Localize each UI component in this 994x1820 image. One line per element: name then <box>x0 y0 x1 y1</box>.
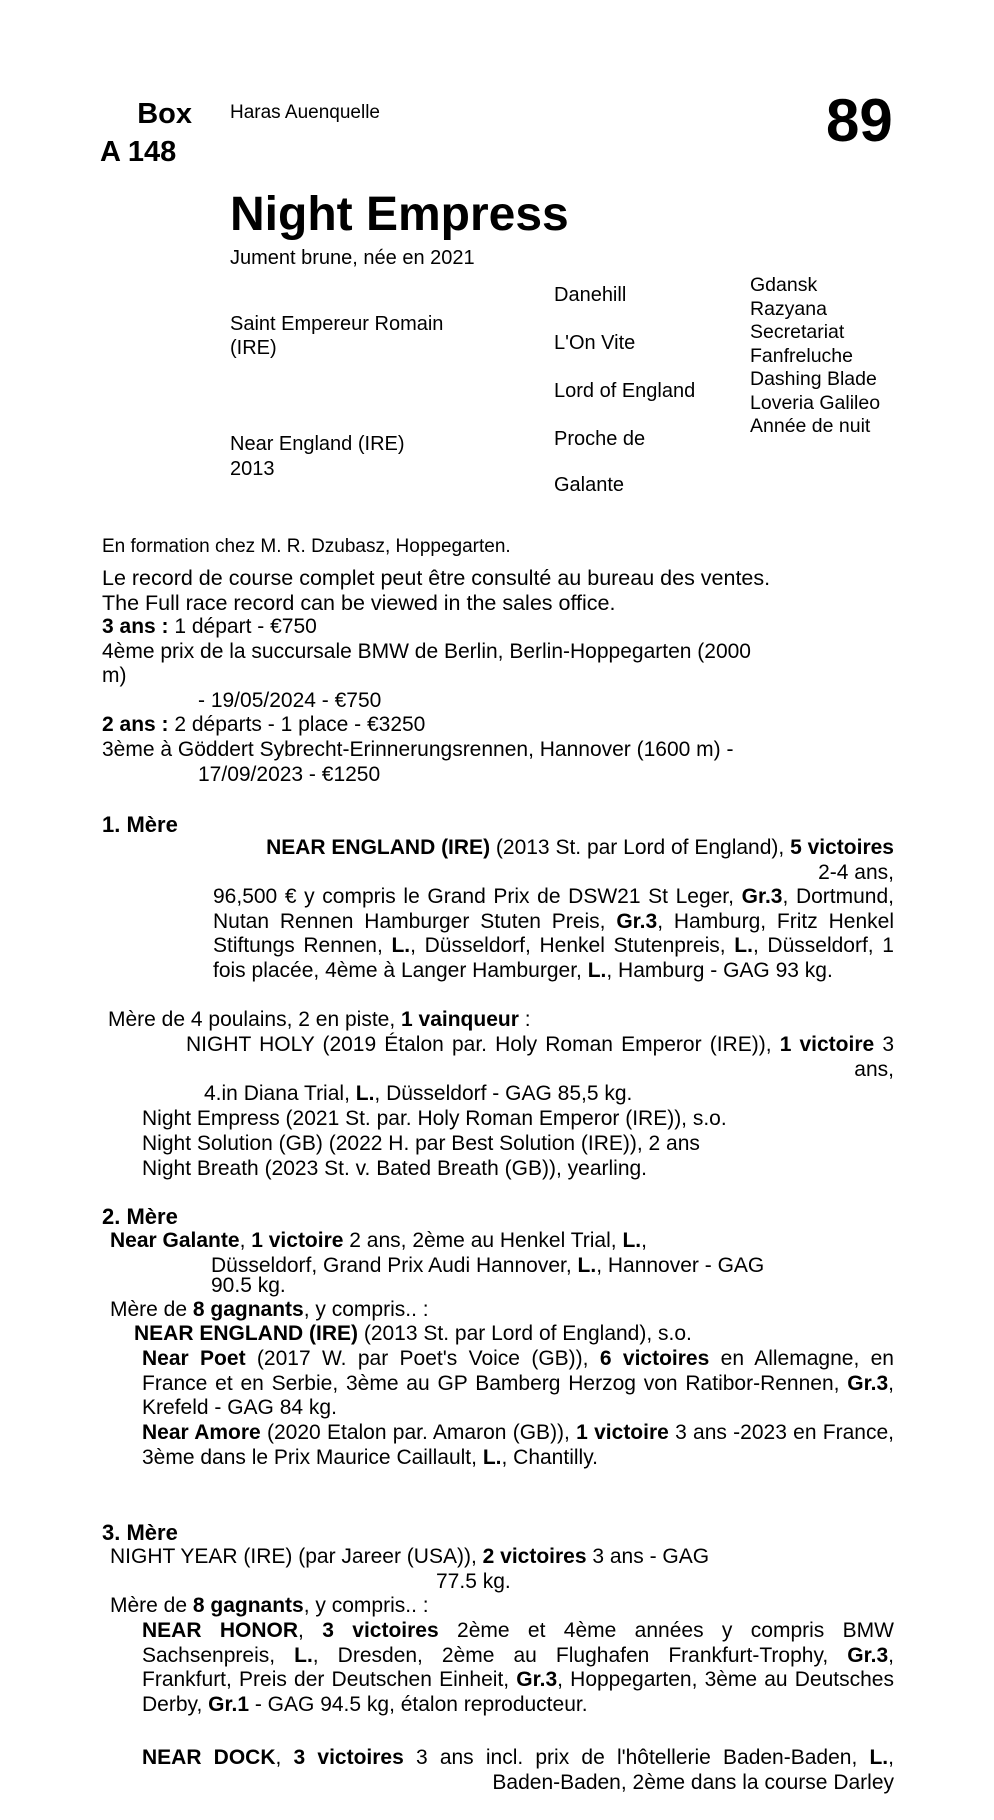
listed-badge: L. <box>587 958 607 982</box>
pedigree-gen3-item: Razyana <box>750 298 827 320</box>
dam-entry <box>110 1545 709 1569</box>
first-dam-entry <box>108 836 894 861</box>
listed-badge: L. <box>482 1445 502 1469</box>
dam-rating: 90.5 kg. <box>211 1274 286 1297</box>
text: , Dresden, 2ème au Flughafen Frankfurt-Trophy, <box>312 1643 848 1667</box>
pedigree-gen3-item: Dashing Blade <box>750 368 877 390</box>
offspring-name: NEAR HONOR <box>142 1619 299 1642</box>
dam-year: 2013 <box>230 458 275 480</box>
text: , y compris.. : <box>303 1594 429 1617</box>
text: , Düsseldorf, 1 fois placée, 4ème à Langer Hamburger, <box>213 934 894 982</box>
race-line: 3ème à Göddert Sybrecht-Erinnerungsrennen, Hannover (1600 m) - <box>102 738 734 761</box>
pedigree-gen3-item: Fanfreluche <box>750 345 853 367</box>
offspring-name: NEAR DOCK <box>142 1746 276 1769</box>
text: : <box>518 1008 531 1031</box>
wins: 1 victoire <box>576 1421 669 1444</box>
text: NIGHT HOLY (2019 Étalon par. Holy Roman Emperor (IRE)), <box>186 1033 780 1056</box>
produce-item: Night Empress (2021 St. par. Holy Roman Emperor (IRE)), s.o. <box>142 1107 727 1130</box>
race-line: m) <box>102 664 127 687</box>
produce-item <box>186 1033 894 1082</box>
text: 4.in Diana Trial, <box>204 1082 356 1105</box>
text: Mère de 4 poulains, 2 en piste, <box>108 1008 402 1031</box>
section-heading: 2. Mère <box>102 1204 178 1229</box>
winner-count: 8 gagnants <box>192 1594 304 1617</box>
text: 2ème et 4ème années y compris BMW Sachsenpreis, <box>142 1619 894 1667</box>
listed-badge: L. <box>294 1643 313 1667</box>
pedigree-gen2-item: Proche de <box>554 428 646 450</box>
season-3yo-summary: 1 départ - €750 <box>168 615 317 638</box>
text: , Krefeld - GAG 84 kg. <box>142 1371 894 1420</box>
text: , Düsseldorf - GAG 85,5 kg. <box>374 1082 633 1105</box>
dam-name: NEAR ENGLAND (IRE) <box>266 836 491 859</box>
sire-name: Saint Empereur Romain <box>230 313 444 335</box>
listed-badge: L. <box>577 1254 597 1277</box>
text: 3 ans -2023 en France, 3ème dans le Prix Maurice Caillault, <box>142 1421 894 1469</box>
text: 3 ans - GAG <box>586 1545 710 1568</box>
produce-item <box>142 1347 894 1421</box>
text: - GAG 94.5 kg, étalon reproducteur. <box>249 1692 588 1716</box>
dam-entry-cont <box>211 1254 764 1278</box>
listed-badge: L. <box>869 1746 889 1769</box>
winner-count: 8 gagnants <box>192 1298 304 1321</box>
dam-record <box>213 885 894 983</box>
dam-pedigree: (2013 St. par Lord of England), <box>490 836 791 859</box>
offspring-name: Near Poet <box>142 1347 246 1370</box>
season-2yo-summary: 2 départs - 1 place - €3250 <box>168 713 426 736</box>
trainer-note: En formation chez M. R. Dzubasz, Hoppegarten. <box>102 536 511 557</box>
pedigree-gen3-item: Secretariat <box>750 321 845 343</box>
horse-name: Night Empress <box>230 188 569 241</box>
dam-ages: 2-4 ans, <box>818 861 894 884</box>
text: , Hannover - GAG <box>596 1254 765 1277</box>
race-line: 17/09/2023 - €1250 <box>198 763 381 786</box>
produce-item <box>142 1421 894 1470</box>
text: Mère de <box>110 1298 193 1321</box>
season-3yo-label: 3 ans : <box>102 615 169 638</box>
produce-summary <box>110 1594 429 1618</box>
text: (2020 Etalon par. Amaron (GB)), <box>260 1421 577 1444</box>
text: , <box>298 1619 323 1642</box>
text: Düsseldorf, Grand Prix Audi Hannover, <box>211 1254 578 1277</box>
produce-item: Night Breath (2023 St. v. Bated Breath (GB)), yearling. <box>142 1157 648 1180</box>
pedigree-gen2-item: L'On Vite <box>554 332 636 354</box>
season-3yo <box>102 615 317 639</box>
box-label: Box <box>137 98 192 130</box>
offspring-name: Near Amore <box>142 1421 261 1444</box>
produce-item: Night Solution (GB) (2022 H. par Best Solution (IRE)), 2 ans <box>142 1132 700 1155</box>
text: , Hoppegarten, 3ème au Deutsches Derby, <box>142 1668 894 1716</box>
season-2yo <box>102 713 425 737</box>
pedigree-gen2-item: Lord of England <box>554 380 696 402</box>
pedigree-gen3-item: Loveria Galileo <box>750 392 881 414</box>
produce-item <box>142 1619 894 1717</box>
listed-badge: L. <box>355 1082 375 1105</box>
text: 96,500 € y compris le Grand Prix de DSW21 St Leger, <box>213 885 742 908</box>
dam-entry <box>110 1229 647 1253</box>
group-badge: Gr.3 <box>741 885 783 908</box>
pedigree-gen3-item: Gdansk <box>750 274 818 296</box>
dam-wins: 1 victoire <box>251 1229 344 1252</box>
dam-rating: 77.5 kg. <box>436 1570 511 1593</box>
group-badge: Gr.3 <box>847 1643 889 1667</box>
produce-item <box>134 1322 692 1346</box>
wins: 3 victoires <box>293 1746 404 1769</box>
offspring-name: NEAR ENGLAND (IRE) <box>134 1322 358 1345</box>
text: , <box>641 1229 647 1252</box>
group-badge: Gr.3 <box>516 1668 558 1692</box>
dam-name: Near Galante <box>110 1229 240 1252</box>
section-heading: 3. Mère <box>102 1520 178 1545</box>
office-note-en: The Full race record can be viewed in the sales office. <box>102 591 616 615</box>
season-2yo-label: 2 ans : <box>102 713 169 736</box>
pedigree-gen2-item: Galante <box>554 474 625 496</box>
winner-count: 1 vainqueur <box>401 1008 519 1031</box>
listed-badge: L. <box>391 934 411 958</box>
text: , Baden-Baden, 2ème dans la course Darley <box>492 1746 894 1794</box>
group-badge: Gr.1 <box>208 1692 250 1716</box>
group-badge: Gr.3 <box>847 1371 889 1395</box>
wins: 1 victoire <box>779 1033 875 1056</box>
section-heading: 1. Mère <box>102 812 178 837</box>
text: , <box>275 1746 294 1769</box>
dam-name: NIGHT YEAR (IRE) (par Jareer (USA)), <box>110 1545 483 1568</box>
listed-badge: L. <box>734 934 753 958</box>
produce-item-detail <box>204 1082 632 1106</box>
race-line: 4ème prix de la succursale BMW de Berlin, Berlin-Hoppegarten (2000 <box>102 640 751 663</box>
pedigree-gen3-item: Année de nuit <box>750 415 871 437</box>
text: , Dortmund, Nutan Rennen Hamburger Stuten Preis, <box>213 885 894 933</box>
produce-item <box>142 1746 894 1795</box>
text: 3 ans incl. prix de l'hôtellerie Baden-Baden, <box>403 1746 870 1769</box>
lot-number: 89 <box>826 87 893 154</box>
text: , Chantilly. <box>501 1445 598 1469</box>
race-line: - 19/05/2024 - €750 <box>198 689 382 712</box>
pedigree-gen2-item: Danehill <box>554 284 627 306</box>
text: , y compris.. : <box>303 1298 429 1321</box>
dam-wins: 5 victoires <box>790 836 894 859</box>
text: 3 ans, <box>854 1033 895 1081</box>
text: , Hamburg, Fritz Henkel Stiftungs Rennen, <box>213 909 894 958</box>
text: , Hamburg - GAG 93 kg. <box>606 958 833 982</box>
box-number: A 148 <box>100 136 177 168</box>
wins: 6 victoires <box>599 1347 710 1370</box>
text: 2 ans, 2ème au Henkel Trial, <box>343 1229 623 1252</box>
produce-summary <box>108 1008 531 1032</box>
sire-origin: (IRE) <box>230 337 277 359</box>
consignor: Haras Auenquelle <box>230 102 380 123</box>
dam-wins: 2 victoires <box>482 1545 587 1568</box>
produce-summary <box>110 1298 429 1322</box>
text: (2013 St. par Lord of England), s.o. <box>358 1322 692 1345</box>
text: Mère de <box>110 1594 193 1617</box>
text: , <box>239 1229 252 1252</box>
office-note-fr: Le record de course complet peut être consulté au bureau des ventes. <box>102 566 771 590</box>
wins: 3 victoires <box>322 1619 439 1642</box>
listed-badge: L. <box>622 1229 642 1252</box>
group-badge: Gr.3 <box>616 909 658 933</box>
text: (2017 W. par Poet's Voice (GB)), <box>245 1347 600 1370</box>
text: , Frankfurt, Preis der Deutschen Einheit, <box>142 1643 894 1692</box>
text: en Allemagne, en France et en Serbie, 3ème au GP Bamberg Herzog von Ratibor-Rennen, <box>142 1347 894 1395</box>
dam-name: Near England (IRE) <box>230 433 405 455</box>
text: , Düsseldorf, Henkel Stutenpreis, <box>410 934 735 958</box>
horse-description: Jument brune, née en 2021 <box>230 247 475 269</box>
